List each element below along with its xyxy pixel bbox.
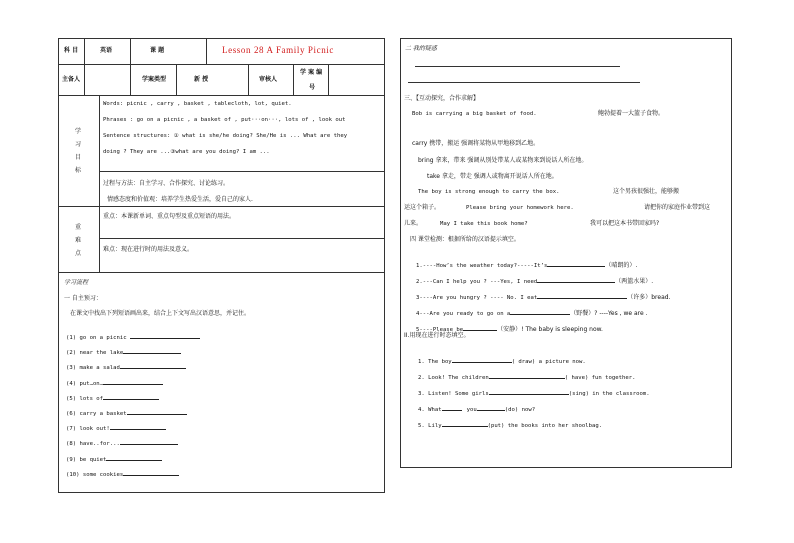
grammar-q4-hint: (do) now? xyxy=(504,407,536,413)
flow-item-blank[interactable] xyxy=(103,378,163,385)
grammar-q1-prompt: 1. The boy xyxy=(418,359,452,365)
homework-translation: 请把你的家庭作业带到这 xyxy=(644,204,711,211)
grammar-q5-hint: (put) the books into her shoolbag. xyxy=(487,423,603,429)
grammar-q4-prompt: 4. What xyxy=(418,407,442,413)
flow-item-blank[interactable] xyxy=(120,438,178,445)
objectives-label-1: 学 xyxy=(75,128,82,135)
test-q1-hint: （晴朗的）. xyxy=(605,262,638,269)
homework-translation-cont: 儿来。 xyxy=(404,220,423,227)
grammar-q5-blank[interactable] xyxy=(442,420,488,427)
flow-section1: 一 自主预习： xyxy=(64,295,102,302)
grammar-q3-prompt: 3. Listen! Some girls xyxy=(418,391,489,397)
test-q5-blank[interactable] xyxy=(463,324,497,331)
test-q5-hint: （安静）! The baby is sleeping now. xyxy=(497,326,603,333)
test-q5-prompt: 5----Please be xyxy=(416,327,464,333)
flow-item-text: (10) some cookies xyxy=(66,471,124,478)
box-sentence: The boy is strong enough to carry the box. xyxy=(418,189,560,195)
keypoints-label-2: 难 xyxy=(75,237,82,244)
flow-item-text: (4) put…on… xyxy=(66,380,104,387)
preparer-label: 主备人 xyxy=(62,76,81,83)
keypoints-important: 重点：本课新单词、重点句型及重点短语的用法。 xyxy=(103,213,236,220)
objectives-sentences-1: Sentence structures: ① what is she/he doing? She/He is ... What are they xyxy=(103,133,348,139)
section4-title: 四 课堂检测：根据所给的汉语提示填空。 xyxy=(410,236,520,243)
flow-item-blank[interactable] xyxy=(103,393,159,400)
test-q4-prompt: 4---Are you ready to go on a xyxy=(416,311,511,317)
subject-label: 科 目 xyxy=(64,47,79,54)
section3-title: 三、【互动探究，合作求解】 xyxy=(404,95,480,102)
may-i-translation: 我可以把这本书带回家吗? xyxy=(590,220,660,227)
flow-instruction: 在课文中找出下列短语画出来，结合上下文写出汉语意思，并记住。 xyxy=(70,310,251,317)
flow-item-text: (9) be quiet xyxy=(66,456,107,463)
objectives-label-3: 目 xyxy=(75,154,82,161)
test-q2-blank[interactable] xyxy=(537,276,615,283)
flow-item-text: (8) have..for... xyxy=(66,441,120,448)
plan-no-label: 学 案 编 xyxy=(300,69,323,76)
flow-item-text: (5) lots of xyxy=(66,395,104,402)
bring-note: bring 拿来，带来 强调从别处带某人或某物来到说话人所在地。 xyxy=(418,157,588,164)
grammar-q3-hint: (sing) in the classroom. xyxy=(568,391,650,397)
example-translation: 鲍勃提着一大篮子食物。 xyxy=(598,110,665,117)
grammar-q4-blank-2[interactable] xyxy=(477,404,505,411)
subject-value: 英语 xyxy=(100,47,113,54)
test-q1-blank[interactable] xyxy=(547,260,605,267)
test-q4-blank[interactable] xyxy=(510,308,570,315)
keypoints-label-3: 点 xyxy=(75,250,82,257)
homework-sentence: Please bring your homework here. xyxy=(466,205,574,211)
flow-item-blank[interactable] xyxy=(130,332,200,339)
flow-item-blank[interactable] xyxy=(106,454,162,461)
grammar-q4-you: you xyxy=(466,407,477,413)
grammar-q5 xyxy=(418,412,602,431)
grammar-q5-prompt: 5. Lily xyxy=(418,423,442,429)
plan-type-value: 新 授 xyxy=(194,76,209,83)
objectives-attitude: 情感态度和价值观：培养学生热爱生活，爱自己的家人. xyxy=(107,196,253,203)
test-q2-hint: （两篮水果）. xyxy=(615,278,654,285)
grammar-q3-blank[interactable] xyxy=(489,388,569,395)
test-q3-blank[interactable] xyxy=(537,292,627,299)
grammar-q2-hint: ( have) fun together. xyxy=(564,375,636,381)
test-q3-hint: （许多）bread. xyxy=(627,294,671,301)
doubts-title: 二 我的疑惑 xyxy=(405,45,437,52)
objectives-words: Words: picnic , carry , basket , tablecloth, lot, quiet. xyxy=(103,101,292,107)
flow-item-blank[interactable] xyxy=(127,408,187,415)
lesson-title: Lesson 28 A Family Picnic xyxy=(222,45,335,55)
flow-item-text: (6) carry a basket xyxy=(66,411,127,417)
objectives-phrases: Phrases : go on a picnic , a basket of , put···on···, lots of , look out xyxy=(103,117,346,123)
test-q4-hint: （野餐）? ----Yes , we are . xyxy=(570,310,648,317)
section2-title: II.用现在进行时态填空。 xyxy=(404,332,470,339)
keypoints-difficult: 难点：现在进行时的用法及意义。 xyxy=(103,246,194,253)
grammar-q1-hint: ( draw) a picture now. xyxy=(511,359,586,365)
doubts-line-2 xyxy=(408,82,640,83)
flow-item-text: (1) go on a picnic xyxy=(66,335,130,341)
test-q3-prompt: 3----Are you hungry ? ---- No. I eat xyxy=(416,295,538,301)
grammar-q1-blank[interactable] xyxy=(452,356,512,363)
plan-no-label-2: 号 xyxy=(309,84,316,91)
grammar-q2-prompt: 2. Look! The children xyxy=(418,375,489,381)
may-i-sentence: May I take this book home? xyxy=(440,221,528,227)
objectives-process: 过程与方法：自主学习、合作探究、讨论练习。 xyxy=(103,180,230,187)
flow-item-text: (7) look out! xyxy=(66,426,110,433)
doubts-line-1 xyxy=(415,66,620,67)
flow-item-blank[interactable] xyxy=(123,469,179,476)
test-q1-prompt: 1.----How’s the weather today?-----It’s xyxy=(416,263,548,269)
flow-item-text: (2) near the lake xyxy=(66,350,124,357)
take-note: take 拿走，带走 强调人或物离开说话人所在地。 xyxy=(427,173,558,180)
flow-item-blank[interactable] xyxy=(110,423,166,430)
grammar-q4-blank-1[interactable] xyxy=(442,404,462,411)
test-q2-prompt: 2.---Can I help you ? ---Yes, I need xyxy=(416,279,538,285)
example-sentence: Bob is carrying a big basket of food. xyxy=(412,111,537,117)
box-translation-cont: 运这个箱子。 xyxy=(404,204,441,211)
flow-item xyxy=(66,461,179,480)
objectives-sentences-2: doing ? They are ...③what are you doing? I am ... xyxy=(103,149,270,155)
flow-item-blank[interactable] xyxy=(120,362,186,369)
objectives-label-2: 习 xyxy=(75,141,82,148)
box-translation: 这个男孩很强壮，能够搬 xyxy=(613,188,680,195)
grammar-q2-blank[interactable] xyxy=(489,372,565,379)
flow-item-text: (3) make a salad xyxy=(66,365,120,372)
plan-type-label: 学案类型 xyxy=(142,76,167,83)
reviewer-label: 审核人 xyxy=(259,76,278,83)
carry-note: carry 携带，搬运 强调将某物从甲地移到乙地。 xyxy=(412,140,540,147)
flow-title: 学习流程 xyxy=(64,279,89,286)
objectives-label-4: 标 xyxy=(75,167,82,174)
keypoints-label-1: 重 xyxy=(75,224,82,231)
flow-item-blank[interactable] xyxy=(123,347,181,354)
topic-label: 课 题 xyxy=(150,47,165,54)
